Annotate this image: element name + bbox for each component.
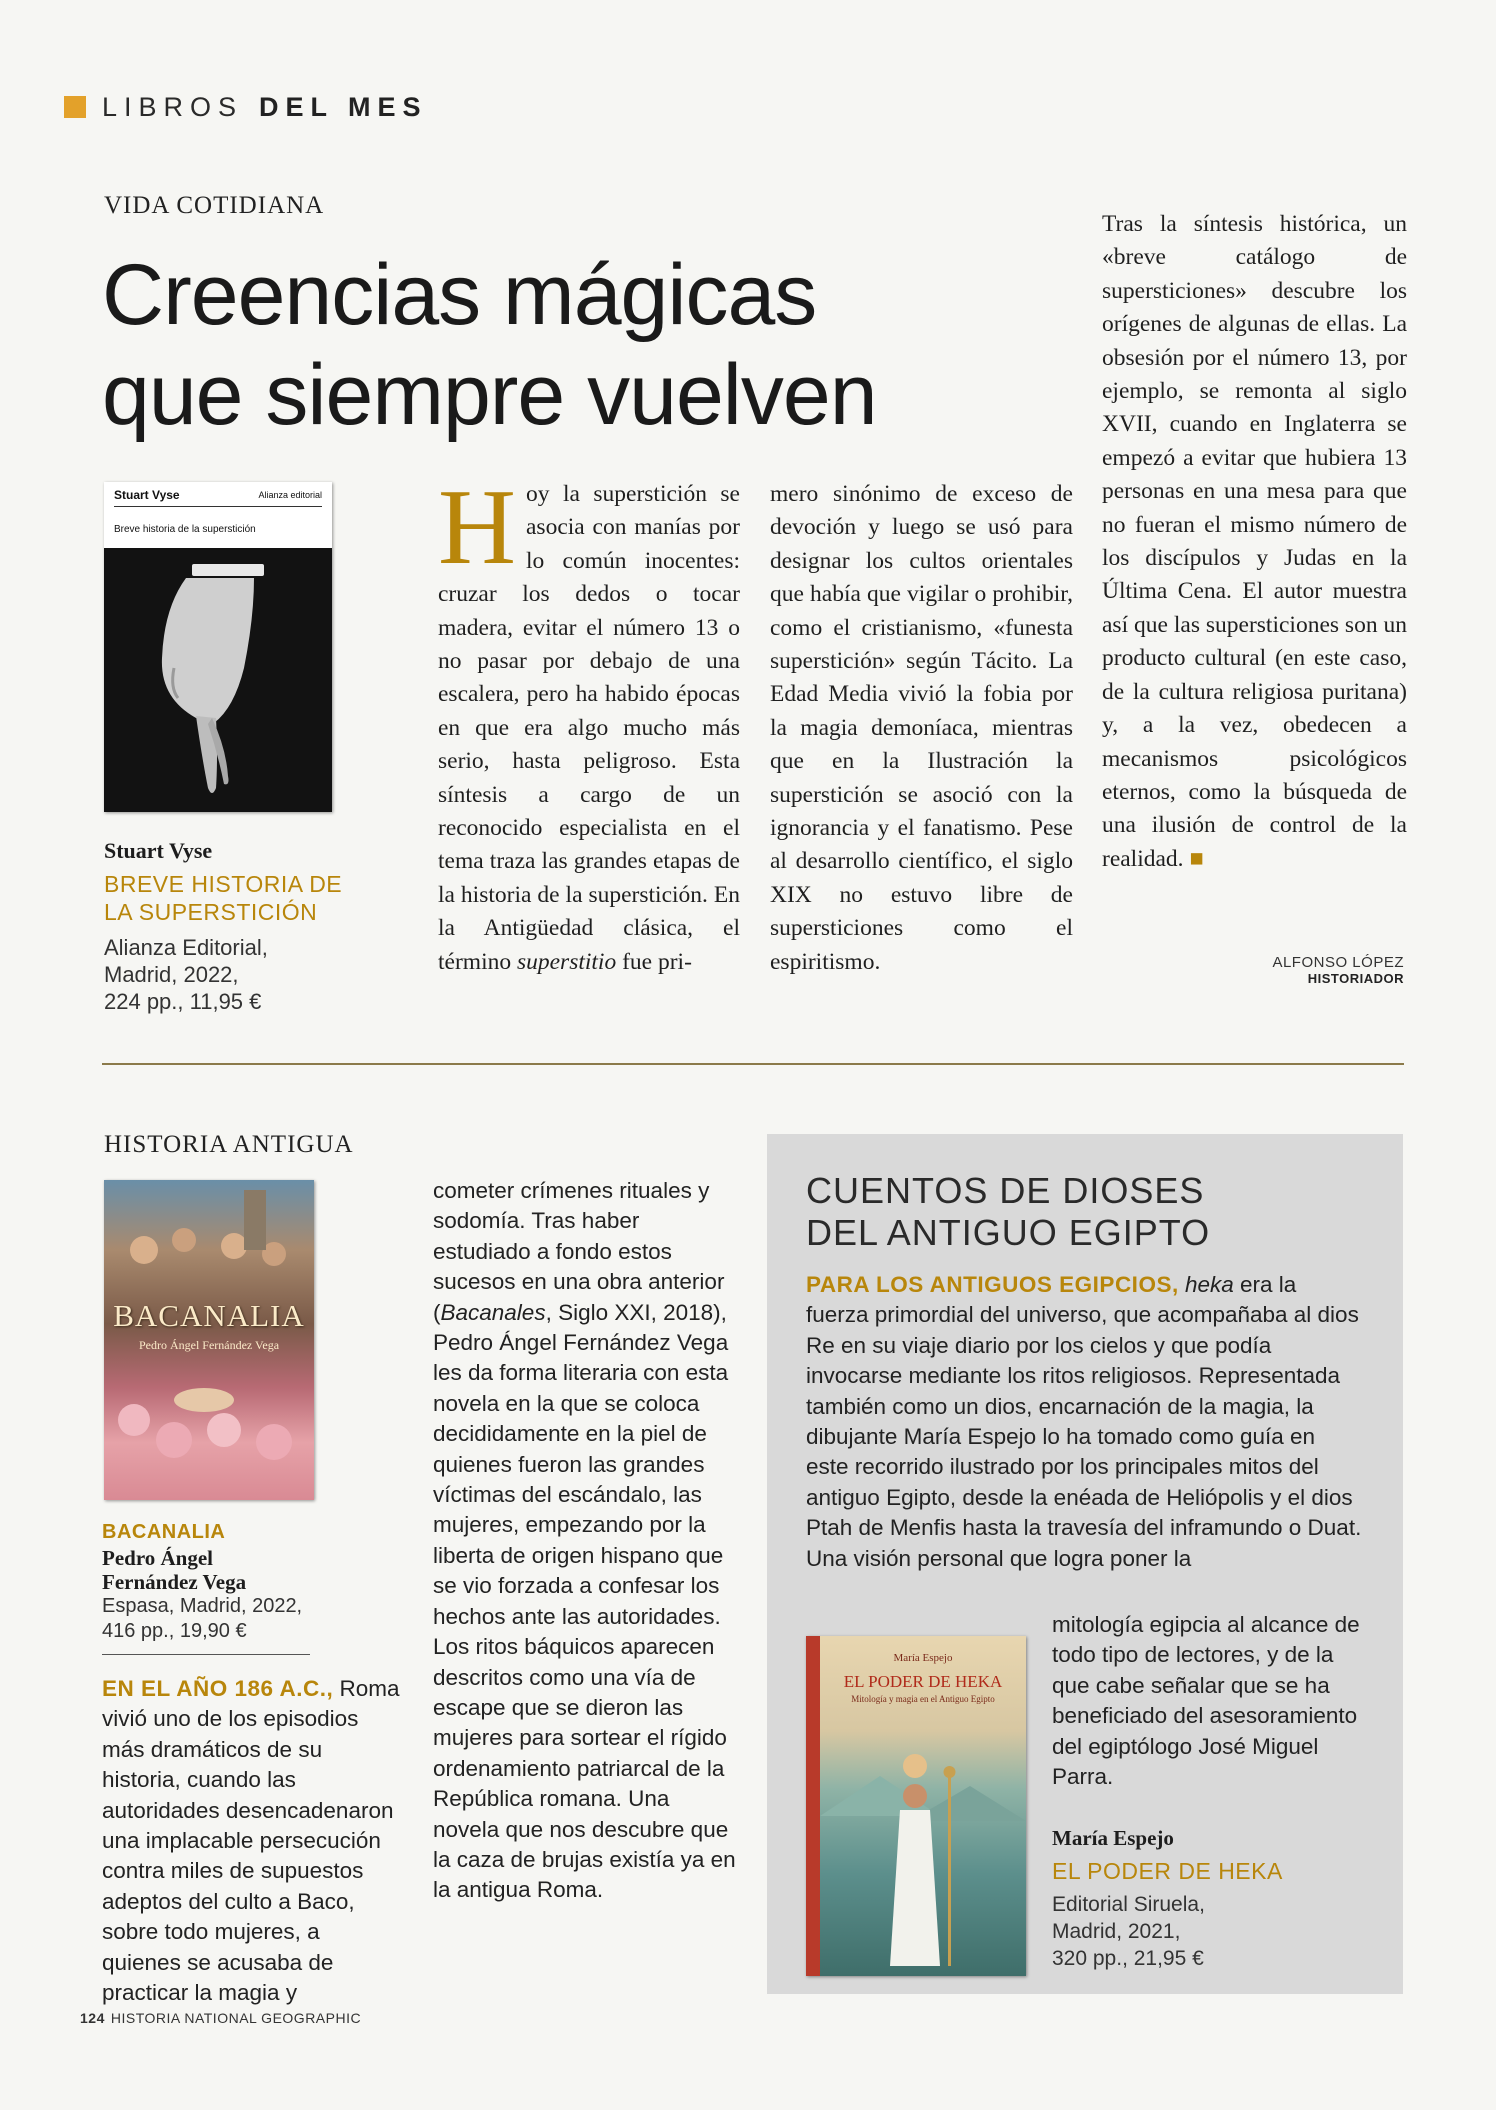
- article2-column-2: cometer crímenes rituales y sodomía. Tras haber estudiado a fondo estos sucesos en una obra anterior (Bacanales, Siglo XXI, 2018), Pedro Ángel Fernández Vega les da forma literaria con esta novela en la que se coloca decididamente en la piel de quienes fueron las grandes víctimas del escándalo, las mujeres, empezando por la liberta de origen hispano que se vio forzada a confesar los hechos ante las autoridades. Los ritos báquicos aparecen descritos como una vía de escape que se dieron las mujeres para sortear el rígido ordenamiento patriarcal de la República romana. Una novela que nos descubre que la caza de brujas existía ya en la antigua Roma.: [433, 1178, 736, 1903]
- cover-title: EL PODER DE HEKA: [843, 1672, 1003, 1691]
- article2-lead: EN EL AÑO 186 A.C.,: [102, 1676, 334, 1701]
- book-title: BREVE HISTORIA DE LA SUPERSTICIÓN: [104, 871, 343, 925]
- book-pages-price: 320 pp., 21,95 €: [1052, 1947, 1204, 1970]
- dropcap: H: [438, 468, 516, 587]
- egyptian-goddess-illustration-icon: [820, 1726, 1026, 1976]
- article1-book-info: [104, 838, 344, 1015]
- cover-title: Breve historia de la superstición: [114, 524, 256, 535]
- book-publisher: Editorial Siruela,: [1052, 1893, 1205, 1916]
- article1-column-2: mero sinónimo de exceso de devoción y luego se usó para designar los cultos orientales que había que vigilar o prohibir, como el cristianismo, «funesta superstición» según Tácito. La Edad Media vivió la fobia por la magia demoníaca, mientras que en la Ilustración la superstición se asoció con la ignorancia y el fanatismo. Pese al desarrollo científico, el siglo XIX no estuvo libre de supersticiones como el espiritismo.: [770, 481, 1073, 975]
- page-number: 124: [80, 2010, 105, 2026]
- book-publisher: Alianza Editorial,: [104, 935, 268, 960]
- cover-author: Stuart Vyse: [114, 488, 180, 502]
- article1-byline: [1272, 954, 1404, 986]
- book-author: María Espejo: [1052, 1826, 1174, 1850]
- sidebar-title-line1: CUENTOS DE DIOSES: [806, 1170, 1205, 1211]
- article1-title-line1: Creencias mágicas: [102, 247, 817, 343]
- cover-title: BACANALIA: [113, 1298, 305, 1333]
- article2-column-1: EN EL AÑO 186 A.C., Roma vivió uno de los episodios más dramáticos de su historia, cuando las autoridades desencadenaron una implacable persecución contra miles de supuestos adeptos del culto a Baco, sobre todo mujeres, a quienes se acusaba de practicar la magia y: [102, 1676, 400, 2006]
- sidebar-book-info: [1052, 1826, 1372, 1972]
- magazine-name: HISTORIA NATIONAL GEOGRAPHIC: [110, 2010, 362, 2026]
- crossed-fingers-hand-icon: [104, 548, 332, 812]
- sidebar-title-line2: DEL ANTIGUO EGIPTO: [806, 1212, 1211, 1253]
- section-square-icon: [64, 96, 86, 118]
- end-mark-icon: ■: [1189, 845, 1204, 872]
- cover-publisher: Alianza editorial: [258, 490, 322, 500]
- section-label-light: LIBROS: [102, 91, 244, 122]
- book-cover-heka: [806, 1636, 1026, 1976]
- sidebar-title: [806, 1170, 1386, 1254]
- book-place-year: Madrid, 2021,: [1052, 1920, 1181, 1943]
- page-footer: [80, 2010, 361, 2026]
- book-cover-bacanalia: [104, 1180, 314, 1500]
- article1-column-3: Tras la síntesis histórica, un «breve catálogo de supersticiones» descubre los orígenes de algunas de ellas. La obsesión por el número 13, por ejemplo, se remonta al siglo XVII, cuando en Inglaterra se empezó a evitar que hubiera 13 personas en una mesa para que no fueran el mismo número de los discípulos y Judas en la Última Cena. El autor muestra así que las supersticiones son un producto cultural (en este caso, de la cultura religiosa puritana) y, a la vez, obedecen a mecanismos psicológicos eternos, como la búsqueda de una ilusión de control de la realidad. ■: [1102, 211, 1407, 872]
- byline-role: HISTORIADOR: [1307, 971, 1404, 986]
- book-author-line1: Pedro Ángel: [102, 1546, 214, 1570]
- book-author-line2: Fernández Vega: [102, 1570, 247, 1594]
- sidebar-text-continued: mitología egipcia al alcance de todo tipo de lectores, y de la que cabe señalar que se ha beneficiado del asesoramiento del egiptólogo José Miguel Parra.: [1052, 1612, 1360, 1790]
- sidebar-lead: PARA LOS ANTIGUOS EGIPCIOS,: [806, 1272, 1179, 1297]
- book-publisher: Espasa, Madrid, 2022,: [102, 1595, 303, 1617]
- cover-subtitle: Mitología y magia en el Antiguo Egipto: [851, 1694, 995, 1704]
- article1-column-1: H oy la superstición se asocia con manías por lo común inocentes: cruzar los dedos o tocar madera, evitar el número 13 o no pasar por debajo de una escalera, pero ha habido épocas en que era algo mucho más serio, hasta peligroso. Esta síntesis a cargo de un reconocido especialista en el tema traza las grandes etapas de la historia de la superstición. En la Antigüedad clásica, el término superstitio fue pri-: [438, 468, 740, 975]
- section-label-bold: DEL MES: [259, 91, 428, 122]
- section-header: [64, 92, 428, 122]
- book-title: EL PODER DE HEKA: [1052, 1858, 1283, 1884]
- book-place-year: Madrid, 2022,: [104, 962, 239, 987]
- article2-category: HISTORIA ANTIGUA: [104, 1131, 354, 1158]
- article2-book-info: [102, 1518, 342, 1644]
- article1-title-line2: que siempre vuelven: [102, 347, 877, 443]
- book-info-rule: [102, 1654, 310, 1655]
- book-cover-superstition: [104, 482, 332, 812]
- book-pages-price: 416 pp., 19,90 €: [102, 1620, 247, 1642]
- cover-author: María Espejo: [893, 1652, 953, 1664]
- sidebar-text: PARA LOS ANTIGUOS EGIPCIOS, heka era la fuerza primordial del universo, que acompañaba al dios Re en su viaje diario por los cielos y que podía invocarse mediante los ritos religiosos. Representada también como un dios, encarnación de la magia, la dibujante María Espejo lo ha tomado como guía en este recorrido ilustrado por los principales mitos del antiguo Egipto, desde la enéada de Heliópolis y el dios Ptah de Menfis hasta la travesía del inframundo o Duat. Una visión personal que logra poner la: [806, 1272, 1362, 1571]
- book-pages-price: 224 pp., 11,95 €: [104, 989, 262, 1014]
- article1-category: VIDA COTIDIANA: [104, 192, 325, 219]
- book-title: BACANALIA: [102, 1521, 226, 1543]
- book-author: Stuart Vyse: [104, 838, 213, 863]
- section-divider: [102, 1063, 1404, 1065]
- article1-title: [102, 245, 982, 445]
- cover-author: Pedro Ángel Fernández Vega: [138, 1338, 280, 1352]
- byline-name: ALFONSO LÓPEZ: [1272, 954, 1404, 971]
